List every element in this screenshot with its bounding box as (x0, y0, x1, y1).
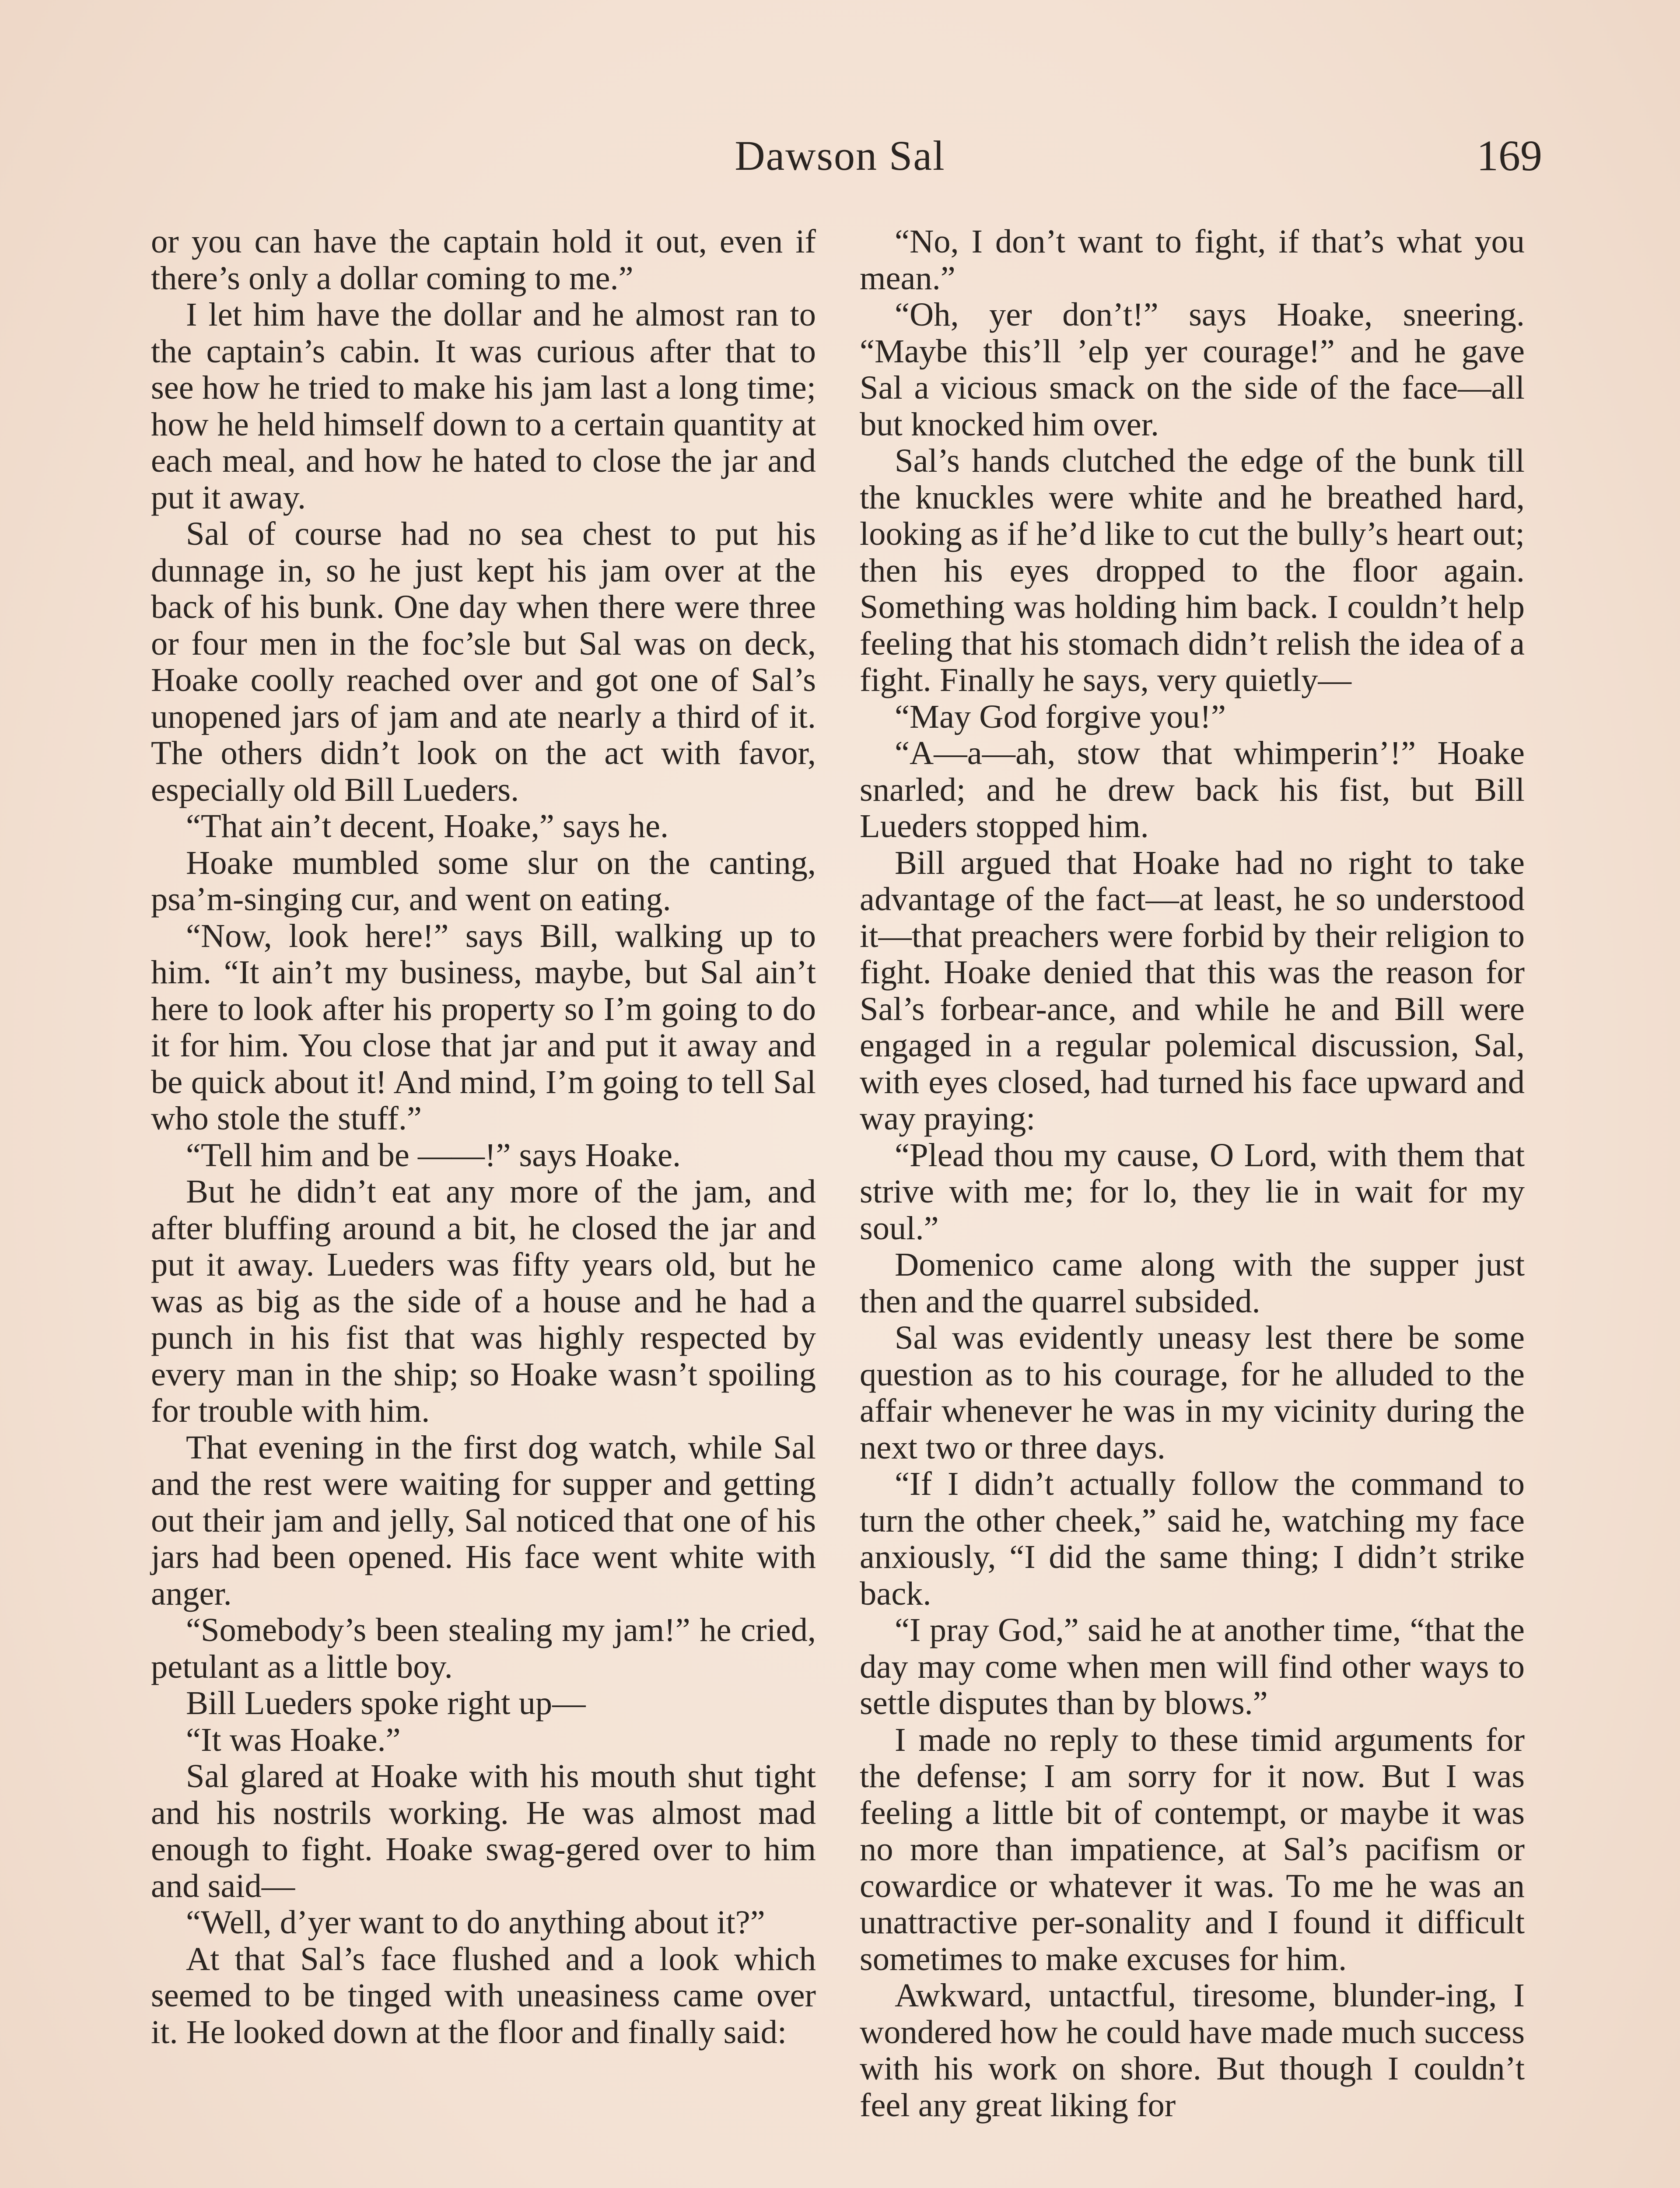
paragraph: Bill Lueders spoke right up— (186, 1684, 586, 1722)
paragraph: “No, I don’t want to fight, if that’s what you mean.” (860, 223, 1525, 297)
paragraph: “Somebody’s been stealing my jam!” he cried, petulant as a little boy. (151, 1611, 816, 1685)
running-header (0, 123, 1680, 184)
paragraph: Bill argued that Hoake had no right to take advantage of the fact—at least, he so understood it—that preachers were forbid by their religion to fight. Hoake denied that this was the reason for Sal’s forbear-ance, and while he and Bill were engaged in a regular polemical discussion, Sal, with eyes closed, had turned his face upward and way praying: (860, 844, 1525, 1137)
paragraph: That evening in the first dog watch, while Sal and the rest were waiting for supper and getting out their jam and jelly, Sal noticed that one of his jars had been opened. His face went white with anger. (151, 1428, 816, 1612)
paragraph: “It was Hoake.” (186, 1721, 401, 1758)
running-title: Dawson Sal (735, 132, 945, 179)
right-column (860, 223, 1525, 2123)
paragraph: Sal was evidently uneasy lest there be some question as to his courage, for he alluded to the affair whenever he was in my vicinity during the next two or three days. (860, 1319, 1525, 1466)
paragraph: or you can have the captain hold it out, even if there’s only a dollar coming to me.” (151, 223, 816, 297)
paragraph: “If I didn’t actually follow the command to turn the other cheek,” said he, watching my face anxiously, “I did the same thing; I didn’t strike back. (860, 1465, 1525, 1612)
page-number: 169 (1477, 131, 1542, 180)
paragraph: “Now, look here!” says Bill, walking up to him. “It ain’t my business, maybe, but Sal ain’t here to look after his property so I’m going to do it for him. You close that jar and put it away and be quick about it! And mind, I’m going to tell Sal who stole the stuff.” (151, 917, 816, 1137)
paragraph: “Plead thou my cause, O Lord, with them that strive with me; for lo, they lie in wait for my soul.” (860, 1136, 1525, 1247)
paragraph: “Oh, yer don’t!” says Hoake, sneering. “Maybe this’ll ’elp yer courage!” and he gave Sal a vicious smack on the side of the face—all but knocked him over. (860, 296, 1525, 443)
paragraph: “May God forgive you!” (895, 698, 1226, 735)
paragraph: “Well, d’yer want to do anything about it?” (186, 1904, 765, 1941)
paragraph: “That ain’t decent, Hoake,” says he. (186, 807, 669, 845)
paragraph: Sal of course had no sea chest to put his dunnage in, so he just kept his jam over at the back of his bunk. One day when there were three or four men in the foc’sle but Sal was on deck, Hoake coolly reached over and got one of Sal’s unopened jars of jam and ate nearly a third of it. The others didn’t look on the act with favor, especially old Bill Lueders. (151, 515, 816, 808)
paragraph: Awkward, untactful, tiresome, blunder-ing, I wondered how he could have made much success with his work on shore. But though I couldn’t feel any great liking for (860, 1977, 1525, 2124)
paragraph: “A—a—ah, stow that whimperin’!” Hoake snarled; and he drew back his fist, but Bill Lueders stopped him. (860, 734, 1525, 845)
paragraph: But he didn’t eat any more of the jam, and after bluffing around a bit, he closed the jar and put it away. Lueders was fifty years old, but he was as big as the side of a house and he had a punch in his fist that was highly respected by every man in the ship; so Hoake wasn’t spoiling for trouble with him. (151, 1173, 816, 1429)
paragraph: “Tell him and be ——!” says Hoake. (186, 1136, 681, 1174)
paragraph: I let him have the dollar and he almost ran to the captain’s cabin. It was curious after that to see how he tried to make his jam last a long time; how he held himself down to a certain quantity at each meal, and how he hated to close the jar and put it away. (151, 296, 816, 516)
paragraph: At that Sal’s face flushed and a look which seemed to be tinged with uneasiness came over it. He looked down at the floor and finally said: (151, 1940, 816, 2051)
paragraph: “I pray God,” said he at another time, “that the day may come when men will find other ways to settle disputes than by blows.” (860, 1611, 1525, 1722)
paragraph: Hoake mumbled some slur on the canting, psa’m-singing cur, and went on eating. (151, 844, 816, 918)
paragraph: Sal’s hands clutched the edge of the bunk till the knuckles were white and he breathed hard, looking as if he’d like to cut the bully’s heart out; then his eyes dropped to the floor again. Something was holding him back. I couldn’t help feeling that his stomach didn’t relish the idea of a fight. Finally he says, very quietly— (860, 442, 1525, 698)
paragraph: Sal glared at Hoake with his mouth shut tight and his nostrils working. He was almost mad enough to fight. Hoake swag-gered over to him and said— (151, 1757, 816, 1904)
paragraph: I made no reply to these timid arguments for the defense; I am sorry for it now. But I was feeling a little bit of contempt, or maybe it was no more than impatience, at Sal’s pacifism or cowardice or whatever it was. To me he was an unattractive per-sonality and I found it difficult sometimes to make excuses for him. (860, 1721, 1525, 1978)
paragraph: Domenico came along with the supper just then and the quarrel subsided. (860, 1246, 1525, 1320)
left-column (151, 223, 816, 2050)
